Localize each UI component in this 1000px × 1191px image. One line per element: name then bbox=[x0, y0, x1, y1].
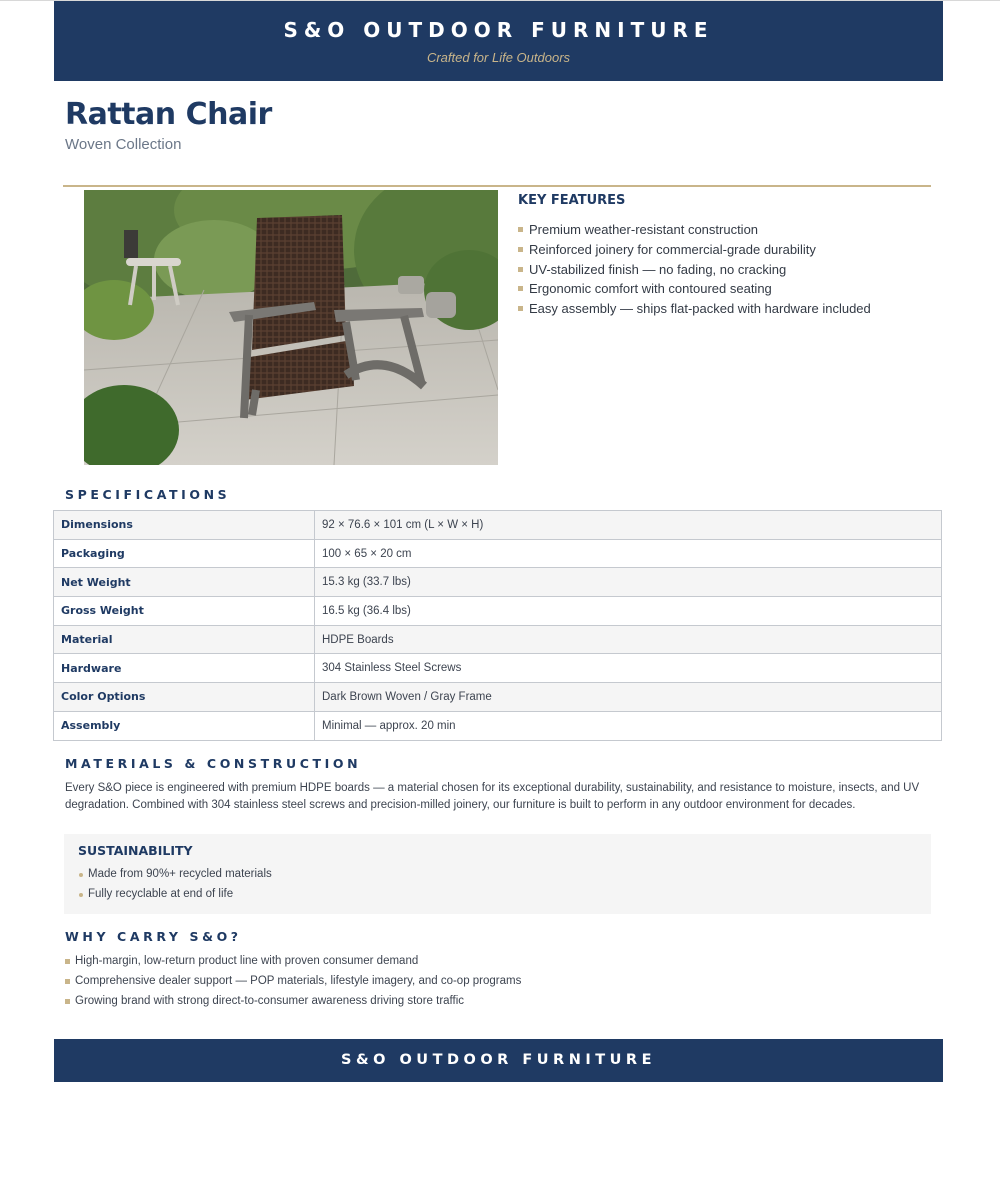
sustainability-heading: SUSTAINABILITY bbox=[78, 843, 193, 858]
footer-brand-name: S&O OUTDOOR FURNITURE bbox=[341, 1052, 656, 1068]
product-title: Rattan Chair bbox=[65, 97, 272, 132]
gold-divider bbox=[63, 185, 931, 187]
specifications-table bbox=[53, 510, 942, 741]
spec-value: Minimal — approx. 20 min bbox=[315, 711, 942, 740]
why-carry-heading: WHY CARRY S&O? bbox=[65, 929, 242, 944]
spec-label: Assembly bbox=[54, 711, 315, 740]
square-bullet-icon bbox=[65, 999, 70, 1004]
spec-label: Hardware bbox=[54, 654, 315, 683]
brand-name: S&O OUTDOOR FURNITURE bbox=[283, 18, 714, 42]
brand-header bbox=[54, 1, 943, 81]
spec-label: Material bbox=[54, 625, 315, 654]
sustainability-text: Fully recyclable at end of life bbox=[88, 888, 234, 900]
spec-value: HDPE Boards bbox=[315, 625, 942, 654]
why-carry-text: High-margin, low-return product line with proven consumer demand bbox=[75, 955, 419, 967]
feature-text: Ergonomic comfort with contoured seating bbox=[529, 281, 772, 297]
square-bullet-icon bbox=[518, 247, 523, 252]
dot-bullet-icon bbox=[79, 873, 83, 877]
list-item bbox=[518, 260, 938, 280]
feature-text: Easy assembly — ships flat-packed with hardware included bbox=[529, 301, 871, 317]
product-collection: Woven Collection bbox=[65, 136, 182, 153]
list-item bbox=[65, 953, 935, 973]
spec-value: Dark Brown Woven / Gray Frame bbox=[315, 683, 942, 712]
sustainability-box bbox=[64, 834, 931, 914]
square-bullet-icon bbox=[518, 227, 523, 232]
brand-tagline: Crafted for Life Outdoors bbox=[426, 50, 571, 65]
table-row bbox=[54, 625, 942, 654]
list-item bbox=[518, 240, 938, 260]
spec-value: 15.3 kg (33.7 lbs) bbox=[315, 568, 942, 597]
spec-value: 304 Stainless Steel Screws bbox=[315, 654, 942, 683]
list-item bbox=[78, 866, 931, 886]
table-row bbox=[54, 683, 942, 712]
sustainability-list bbox=[78, 866, 931, 906]
feature-text: UV-stabilized finish — no fading, no cracking bbox=[529, 261, 787, 277]
square-bullet-icon bbox=[518, 267, 523, 272]
table-row bbox=[54, 654, 942, 683]
materials-paragraph: Every S&O piece is engineered with premium HDPE boards — a material chosen for its exceptional durability, sustainability, and resistance to moisture, insects, and UV degradation. Combined with 304 stainless steel screws and precision-milled joinery, our furniture is built to perform in any outdoor environment for decades. bbox=[65, 782, 920, 811]
table-row bbox=[54, 597, 942, 626]
square-bullet-icon bbox=[518, 286, 523, 291]
spec-label: Gross Weight bbox=[54, 597, 315, 626]
product-photo bbox=[84, 190, 498, 465]
spec-value: 16.5 kg (36.4 lbs) bbox=[315, 597, 942, 626]
table-row bbox=[54, 539, 942, 568]
square-bullet-icon bbox=[518, 306, 523, 311]
table-row bbox=[54, 511, 942, 540]
list-item bbox=[518, 220, 938, 240]
list-item bbox=[518, 279, 938, 299]
key-features-list bbox=[518, 220, 938, 319]
square-bullet-icon bbox=[65, 959, 70, 964]
feature-text: Reinforced joinery for commercial-grade durability bbox=[529, 241, 816, 257]
table-row bbox=[54, 568, 942, 597]
key-features-heading: KEY FEATURES bbox=[518, 193, 626, 208]
brand-footer bbox=[54, 1039, 943, 1082]
why-carry-text: Growing brand with strong direct-to-consumer awareness driving store traffic bbox=[75, 994, 465, 1007]
why-carry-text: Comprehensive dealer support — POP materials, lifestyle imagery, and co-op programs bbox=[75, 974, 522, 987]
feature-text: Premium weather-resistant construction bbox=[529, 222, 759, 237]
list-item bbox=[65, 973, 935, 993]
list-item bbox=[65, 993, 935, 1013]
square-bullet-icon bbox=[65, 979, 70, 984]
list-item bbox=[518, 299, 938, 319]
materials-heading: MATERIALS & CONSTRUCTION bbox=[65, 756, 362, 771]
dot-bullet-icon bbox=[79, 893, 83, 897]
spec-value: 100 × 65 × 20 cm bbox=[315, 539, 942, 568]
spec-value: 92 × 76.6 × 101 cm (L × W × H) bbox=[315, 511, 942, 540]
spec-label: Color Options bbox=[54, 683, 315, 712]
sustainability-text: Made from 90%+ recycled materials bbox=[88, 868, 272, 880]
spec-label: Packaging bbox=[54, 539, 315, 568]
key-features bbox=[518, 193, 938, 319]
list-item bbox=[78, 886, 931, 906]
spec-label: Net Weight bbox=[54, 568, 315, 597]
rattan-chair-photo bbox=[84, 190, 498, 465]
table-row bbox=[54, 711, 942, 740]
specifications-heading: SPECIFICATIONS bbox=[65, 487, 231, 502]
why-carry-list bbox=[65, 953, 935, 1012]
spec-label: Dimensions bbox=[54, 511, 315, 540]
